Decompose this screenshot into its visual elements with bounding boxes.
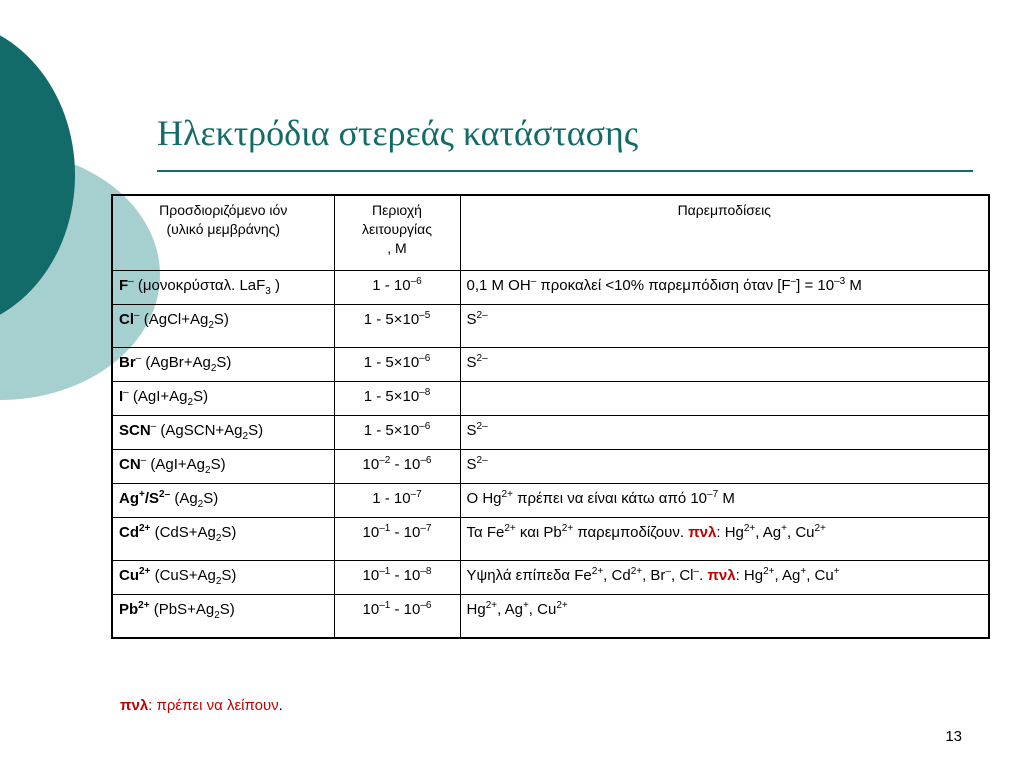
table-row (112, 305, 989, 348)
ion-cell: Br– $(AgBr+Ag_2S)$ (112, 348, 334, 382)
range-cell: $10^{-1} - 10^{-8}$ (334, 561, 460, 595)
interference-cell (460, 382, 989, 416)
interference-cell: $S^{2-}$ (460, 450, 989, 484)
range-cell: $10^{-1} - 10^{-7}$ (334, 518, 460, 561)
table-row (112, 382, 989, 416)
ion-cell: SCN– $(AgSCN+Ag_2S)$ (112, 416, 334, 450)
header-range: Περιοχή λειτουργίας , M (334, 195, 460, 271)
ion-cell: I– $(AgI+Ag_2S)$ (112, 382, 334, 416)
interference-cell: 0,1 M OH– προκαλεί <10% παρεμπόδιση όταν $[F^-] = 10^{-3}$ M (460, 271, 989, 305)
table-row (112, 561, 989, 595)
footnote: πνλ: πρέπει να λείπουν. (120, 697, 283, 714)
table-row (112, 271, 989, 305)
range-cell: $1 - 10^{-6}$ (334, 271, 460, 305)
table-row (112, 348, 989, 382)
ion-cell: Cl– $(AgCl+Ag_2S)$ (112, 305, 334, 348)
interference-cell: $S^{2-}$ (460, 416, 989, 450)
ion-cell: $Cu^{2+}$ $(CuS+Ag_2S)$ (112, 561, 334, 595)
ion-cell: CN– $(AgI+Ag_2S)$ (112, 450, 334, 484)
range-cell: $10^{-2} - 10^{-6}$ (334, 450, 460, 484)
interference-cell: $Hg^{2+}$, Ag+, $Cu^{2+}$ (460, 595, 989, 639)
ion-cell: $Ag^+/S^{2-}$ $(Ag_2S)$ (112, 484, 334, 518)
page-number: 13 (945, 728, 962, 745)
table-row (112, 518, 989, 561)
ion-cell: $Cd^{2+}$ $(CdS+Ag_2S)$ (112, 518, 334, 561)
slide-title: Ηλεκτρόδια στερεάς κατάστασης (157, 113, 639, 153)
range-cell: $1 - 5\times 10^{-6}$ (334, 348, 460, 382)
interference-cell: $S^{2-}$ (460, 305, 989, 348)
interference-cell: Τα $Fe^{2+}$ και $Pb^{2+}$ παρεμποδίζουν. πνλ: $Hg^{2+}$, Ag+, $Cu^{2+}$ (460, 518, 989, 561)
range-cell: $1 - 5\times 10^{-6}$ (334, 416, 460, 450)
interference-cell: Υψηλά επίπεδα $Fe^{2+}$, $Cd^{2+}$, Br–, Cl–. πνλ: $Hg^{2+}$, Ag+, Cu+ (460, 561, 989, 595)
range-cell: $1 - 5\times 10^{-5}$ (334, 305, 460, 348)
range-cell: $1 - 10^{-7}$ (334, 484, 460, 518)
electrode-table (111, 194, 990, 639)
ion-cell: F– (μονοκρύσταλ. LaF$_3$ ) (112, 271, 334, 305)
table-row (112, 595, 989, 639)
table-row (112, 416, 989, 450)
interference-cell: O $Hg^{2+}$ πρέπει να είναι κάτω από $10^{-7}$ M (460, 484, 989, 518)
ion-cell: $Pb^{2+}$ $(PbS+Ag_2S)$ (112, 595, 334, 639)
table-header-row (112, 195, 989, 271)
header-ion: Προσδιοριζόμενο ιόν (υλικό μεμβράνης) (112, 195, 334, 271)
interference-cell: $S^{2-}$ (460, 348, 989, 382)
range-cell: $10^{-1} - 10^{-6}$ (334, 595, 460, 639)
title-divider (157, 170, 973, 172)
table-row (112, 484, 989, 518)
table-row (112, 450, 989, 484)
header-interference: Παρεμποδίσεις (460, 195, 989, 271)
range-cell: $1 - 5\times 10^{-8}$ (334, 382, 460, 416)
